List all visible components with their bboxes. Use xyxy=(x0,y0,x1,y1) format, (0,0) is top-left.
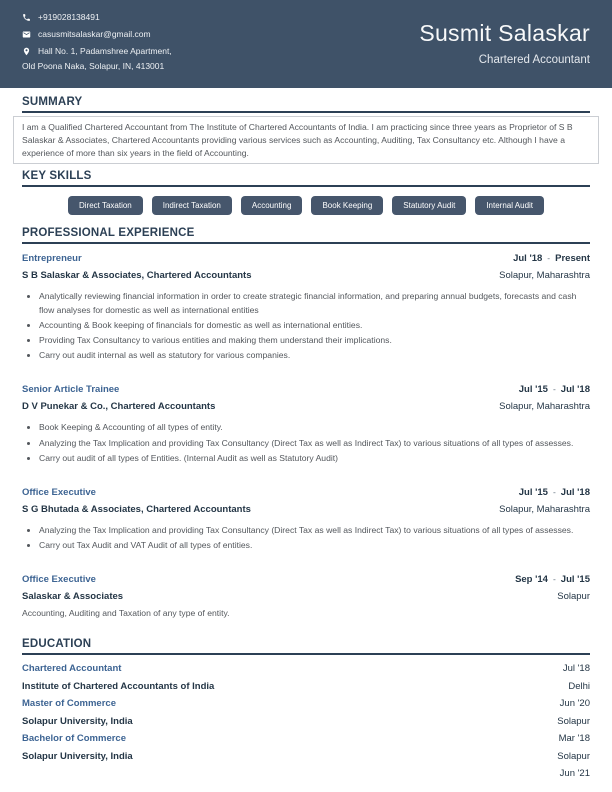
institution-name: Institute of Chartered Accountants of India xyxy=(22,680,215,692)
job-date-separator: - xyxy=(552,574,556,585)
address-line1: Hall No. 1, Padamshree Apartment, xyxy=(38,46,172,57)
institution-name: Solapur University, India xyxy=(22,715,133,727)
email-icon xyxy=(22,30,31,39)
job-location: Solapur, Maharashtra xyxy=(499,401,590,413)
job-bullet: • Carry out Tax Audit and VAT Audit of all types of entities. xyxy=(39,539,590,552)
address-line2: Old Poona Naka, Solapur, IN, 413001 xyxy=(22,61,165,71)
experience-entries xyxy=(22,253,590,618)
institution-name: Solapur University, India xyxy=(22,750,133,762)
job-dates xyxy=(515,574,590,585)
candidate-name: Susmit Salaskar xyxy=(419,20,590,46)
job-bullet: • Analyzing the Tax Implication and providing Tax Consultancy (Direct Tax as well as Indirect Tax) to various situations of all types of assesses. xyxy=(39,524,590,537)
summary-heading: SUMMARY xyxy=(22,96,590,113)
skill-pill: Indirect Taxation xyxy=(152,196,232,215)
job-bullet: • Providing Tax Consultancy to various entities and making them understand their implications. xyxy=(39,334,590,347)
education-entry xyxy=(22,695,590,730)
education-date: Jul '18 xyxy=(562,663,590,675)
job-title: Senior Article Trainee xyxy=(22,384,120,396)
job-date-start: Jul '18 xyxy=(513,253,543,265)
job-bullets xyxy=(22,290,590,362)
job-date-end: Jul '18 xyxy=(560,384,590,396)
degree-name: Master of Commerce xyxy=(22,698,116,710)
education-entry xyxy=(22,730,590,765)
job-bullet: • Analyzing the Tax Implication and providing Tax Consultancy (Direct Tax as well as Indirect Tax) to various situations of all types of assesses. xyxy=(39,437,590,450)
phone-number: +919028138491 xyxy=(38,12,100,23)
job-date-start: Jul '15 xyxy=(518,487,548,499)
job-title: Office Executive xyxy=(22,487,96,499)
section-summary xyxy=(22,96,590,164)
job-location: Solapur, Maharashtra xyxy=(499,504,590,516)
experience-heading: PROFESSIONAL EXPERIENCE xyxy=(22,227,590,244)
contact-email-row xyxy=(22,30,172,39)
job-date-start: Sep '14 xyxy=(515,574,548,586)
skill-pill: Internal Audit xyxy=(475,196,544,215)
job-bullet: • Carry out audit internal as well as statutory for various companies. xyxy=(39,349,590,362)
job-bullet: • Analytically reviewing financial information in order to create strategic financial information, and preparing annual budgets, forecasts and cash flow analyses for domestic as well as international entities xyxy=(39,290,590,316)
job-dates xyxy=(519,384,590,395)
education-location: Solapur xyxy=(557,750,590,762)
job-bullets xyxy=(22,524,590,552)
education-location: Delhi xyxy=(568,680,590,692)
degree-name: Chartered Accountant xyxy=(22,663,122,675)
skill-pill: Direct Taxation xyxy=(68,196,143,215)
company-name: S B Salaskar & Associates, Chartered Accountants xyxy=(22,270,252,282)
experience-entry xyxy=(22,487,590,552)
company-name: S G Bhutada & Associates, Chartered Accountants xyxy=(22,504,251,516)
company-name: D V Punekar & Co., Chartered Accountants xyxy=(22,401,216,413)
section-experience xyxy=(22,227,590,618)
skill-pill: Statutory Audit xyxy=(392,196,466,215)
skills-row xyxy=(22,196,590,215)
education-trailing-date: Jun '21 xyxy=(559,768,590,780)
job-location: Solapur, Maharashtra xyxy=(499,270,590,282)
job-date-end: Jul '18 xyxy=(560,487,590,499)
job-date-separator: - xyxy=(552,487,556,498)
contact-block xyxy=(22,13,172,88)
phone-icon xyxy=(22,13,31,22)
skill-pill: Accounting xyxy=(241,196,303,215)
job-title: Office Executive xyxy=(22,574,96,586)
job-date-separator: - xyxy=(552,384,556,395)
contact-address-row xyxy=(22,47,172,56)
job-dates xyxy=(519,487,590,498)
job-dates xyxy=(513,253,590,264)
education-heading: EDUCATION xyxy=(22,638,590,655)
contact-phone-row xyxy=(22,13,172,22)
job-date-start: Jul '15 xyxy=(518,384,548,396)
job-description: Accounting, Auditing and Taxation of any type of entity. xyxy=(22,608,230,619)
degree-name: Bachelor of Commerce xyxy=(22,733,127,745)
skill-pill: Book Keeping xyxy=(311,196,383,215)
company-name: Salaskar & Associates xyxy=(22,591,124,603)
job-date-separator: - xyxy=(547,253,551,264)
education-entry xyxy=(22,660,590,695)
job-location: Solapur xyxy=(557,591,590,603)
job-date-end: Present xyxy=(555,253,590,265)
candidate-title: Chartered Accountant xyxy=(478,54,590,66)
education-date: Mar '18 xyxy=(558,733,590,745)
job-title: Entrepreneur xyxy=(22,253,82,265)
resume-header xyxy=(0,0,612,88)
email-address: casusmitsalaskar@gmail.com xyxy=(38,29,151,40)
experience-entry xyxy=(22,253,590,362)
job-bullet: • Carry out audit of all types of Entities. (Internal Audit as well as Statutory Audit) xyxy=(39,452,590,465)
section-key-skills xyxy=(22,170,590,215)
education-trailing-row xyxy=(22,765,590,783)
job-bullet: • Book Keeping & Accounting of all types of entity. xyxy=(39,421,590,434)
education-date: Jun '20 xyxy=(559,698,590,710)
location-icon xyxy=(22,47,31,56)
education-location: Solapur xyxy=(557,715,590,727)
education-entries xyxy=(22,660,590,765)
key-skills-heading: KEY SKILLS xyxy=(22,170,590,187)
experience-entry xyxy=(22,574,590,618)
job-bullet: • Accounting & Book keeping of financials for domestic as well as international entities. xyxy=(39,319,590,332)
summary-text: I am a Qualified Chartered Accountant from The Institute of Chartered Accountants of India. I am practicing since three years as Proprietor of S B Salaskar & Associates, Chartered Accountants providing various services such as Accounting, Auditing, Tax Consultancy etc. Although I have a experience of more than six years in the field of Accounting. xyxy=(13,116,599,164)
experience-entry xyxy=(22,384,590,465)
resume-body xyxy=(0,88,612,783)
section-education xyxy=(22,638,590,783)
job-date-end: Jul '15 xyxy=(560,574,590,586)
job-bullets xyxy=(22,421,590,465)
name-block xyxy=(419,13,590,88)
